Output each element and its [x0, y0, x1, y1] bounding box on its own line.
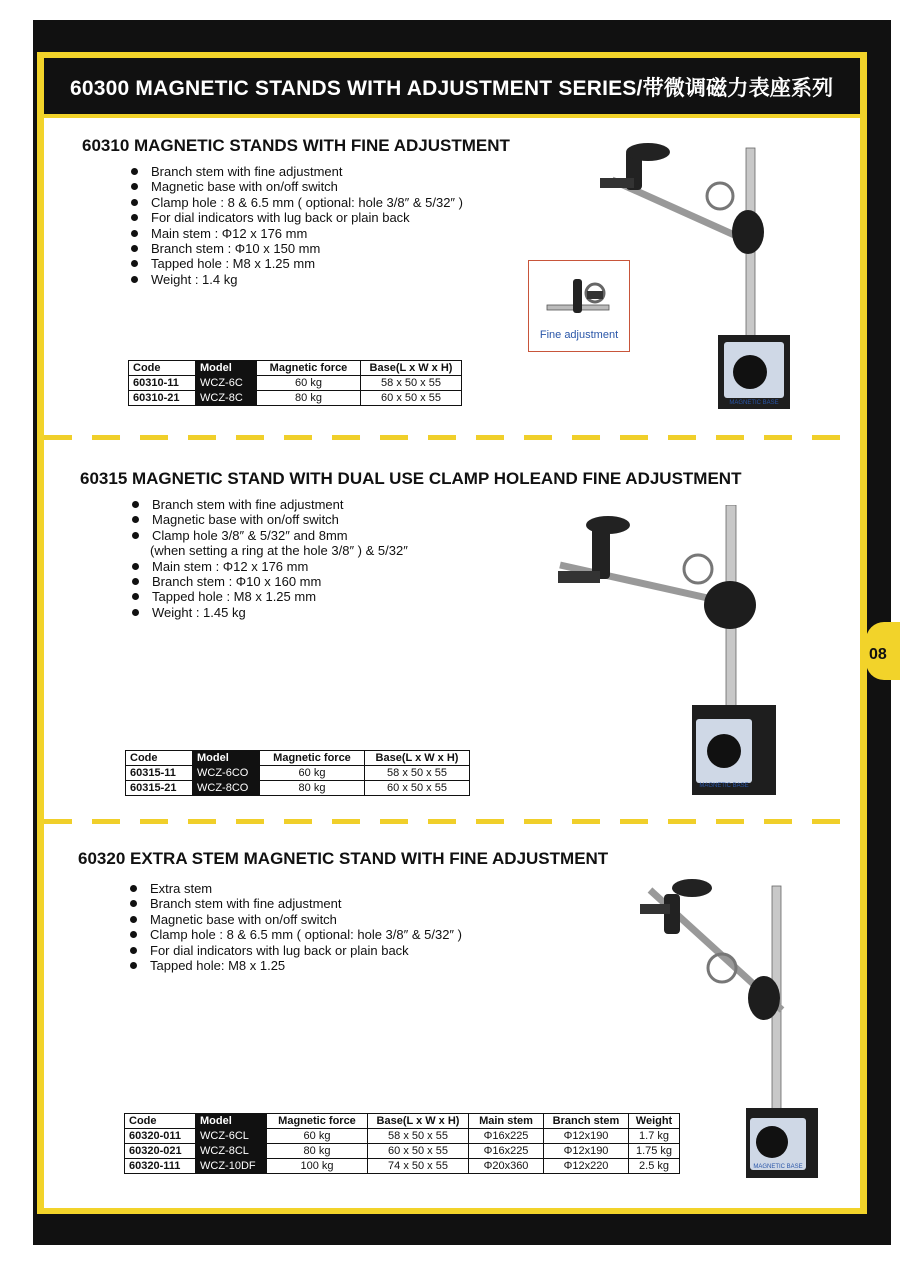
table-row — [125, 1144, 680, 1159]
cell-base: 58 x 50 x 55 — [368, 1129, 469, 1144]
cell-force: 100 kg — [267, 1159, 368, 1174]
cell-model: WCZ-8C — [196, 391, 257, 406]
feature-item: Magnetic base with on/off switch — [128, 912, 462, 927]
feature-item: Magnetic base with on/off switch — [129, 179, 463, 194]
feature-item: Clamp hole 3/8″ & 5/32″ and 8mm — [130, 528, 408, 543]
column-header: Code — [126, 751, 193, 766]
page-number: 08 — [869, 646, 887, 663]
cell-branch-stem: Φ12x190 — [544, 1129, 629, 1144]
feature-item: Branch stem with fine adjustment — [129, 164, 463, 179]
column-header: Base(L x W x H) — [368, 1114, 469, 1129]
column-header: Magnetic force — [257, 361, 361, 376]
feature-item: Branch stem : Φ10 x 150 mm — [129, 241, 463, 256]
feature-item: Branch stem with fine adjustment — [130, 497, 408, 512]
table-row — [125, 1159, 680, 1174]
base-label-60315: MAGNETIC BASE — [699, 783, 749, 789]
cell-force: 60 kg — [267, 1129, 368, 1144]
cell-model: WCZ-8CL — [196, 1144, 267, 1159]
cell-force: 60 kg — [257, 376, 361, 391]
table-row — [129, 391, 462, 406]
feature-list-60320 — [128, 881, 462, 973]
table-row — [129, 376, 462, 391]
cell-code: 60310-21 — [129, 391, 196, 406]
column-header: Model — [196, 1114, 267, 1129]
cell-model: WCZ-8CO — [193, 781, 260, 796]
cell-force: 60 kg — [260, 766, 365, 781]
cell-code: 60320-021 — [125, 1144, 196, 1159]
base-label-60320: MAGNETIC BASE — [753, 1164, 803, 1170]
feature-item: Weight : 1.4 kg — [129, 272, 463, 287]
cell-weight: 2.5 kg — [629, 1159, 680, 1174]
table-header — [129, 361, 462, 376]
column-header: Magnetic force — [260, 751, 365, 766]
section-title-60315: 60315 MAGNETIC STAND WITH DUAL USE CLAMP HOLEAND FINE ADJUSTMENT — [80, 469, 742, 488]
cell-code: 60320-111 — [125, 1159, 196, 1174]
spec-table-60320 — [124, 1113, 680, 1174]
feature-item: Branch stem with fine adjustment — [128, 896, 462, 911]
cell-main-stem: Φ16x225 — [469, 1144, 544, 1159]
feature-item: Tapped hole: M8 x 1.25 — [128, 958, 462, 973]
table-row — [125, 1129, 680, 1144]
cell-branch-stem: Φ12x220 — [544, 1159, 629, 1174]
feature-list-60310 — [129, 164, 463, 287]
cell-weight: 1.7 kg — [629, 1129, 680, 1144]
cell-force: 80 kg — [260, 781, 365, 796]
feature-item: For dial indicators with lug back or plain back — [129, 210, 463, 225]
cell-force: 80 kg — [267, 1144, 368, 1159]
feature-item: For dial indicators with lug back or plain back — [128, 943, 462, 958]
column-header: Branch stem — [544, 1114, 629, 1129]
column-header: Base(L x W x H) — [361, 361, 462, 376]
column-header: Model — [196, 361, 257, 376]
cell-main-stem: Φ16x225 — [469, 1129, 544, 1144]
column-header: Base(L x W x H) — [365, 751, 470, 766]
column-header: Main stem — [469, 1114, 544, 1129]
section-divider — [44, 435, 844, 440]
cell-base: 58 x 50 x 55 — [361, 376, 462, 391]
feature-item: Clamp hole : 8 & 6.5 mm ( optional: hole 3/8″ & 5/32″ ) — [128, 927, 462, 942]
feature-item: Clamp hole : 8 & 6.5 mm ( optional: hole 3/8″ & 5/32″ ) — [129, 195, 463, 210]
table-header — [126, 751, 470, 766]
cell-base: 60 x 50 x 55 — [368, 1144, 469, 1159]
cell-force: 80 kg — [257, 391, 361, 406]
column-header: Code — [125, 1114, 196, 1129]
cell-model: WCZ-6C — [196, 376, 257, 391]
column-header: Magnetic force — [267, 1114, 368, 1129]
cell-code: 60315-11 — [126, 766, 193, 781]
cell-code: 60320-011 — [125, 1129, 196, 1144]
section-divider — [44, 819, 844, 824]
feature-item-continuation: (when setting a ring at the hole 3/8″ ) & 5/32″ — [150, 543, 408, 559]
spec-table-60310 — [128, 360, 462, 406]
feature-item: Main stem : Φ12 x 176 mm — [130, 559, 408, 574]
section-title-60320: 60320 EXTRA STEM MAGNETIC STAND WITH FINE ADJUSTMENT — [78, 849, 609, 868]
column-header: Code — [129, 361, 196, 376]
cell-code: 60315-21 — [126, 781, 193, 796]
inset-caption: Fine adjustment — [539, 329, 619, 341]
spec-table-60315 — [125, 750, 470, 796]
cell-base: 60 x 50 x 55 — [365, 781, 470, 796]
page-title: 60300 MAGNETIC STANDS WITH ADJUSTMENT SERIES/带微调磁力表座系列 — [70, 77, 834, 100]
cell-base: 74 x 50 x 55 — [368, 1159, 469, 1174]
feature-list-60315 — [130, 497, 408, 620]
column-header: Weight — [629, 1114, 680, 1129]
cell-base: 58 x 50 x 55 — [365, 766, 470, 781]
cell-model: WCZ-6CL — [196, 1129, 267, 1144]
cell-base: 60 x 50 x 55 — [361, 391, 462, 406]
section-title-60310: 60310 MAGNETIC STANDS WITH FINE ADJUSTMENT — [82, 136, 510, 155]
feature-item: Main stem : Φ12 x 176 mm — [129, 226, 463, 241]
feature-item: Extra stem — [128, 881, 462, 896]
feature-item: Tapped hole : M8 x 1.25 mm — [129, 256, 463, 271]
magnetic-stand-photo-60310 — [590, 130, 800, 415]
table-row — [126, 766, 470, 781]
feature-item: Tapped hole : M8 x 1.25 mm — [130, 589, 408, 604]
cell-weight: 1.75 kg — [629, 1144, 680, 1159]
feature-item: Magnetic base with on/off switch — [130, 512, 408, 527]
base-label-60310: MAGNETIC BASE — [729, 400, 779, 406]
column-header: Model — [193, 751, 260, 766]
feature-item: Branch stem : Φ10 x 160 mm — [130, 574, 408, 589]
cell-branch-stem: Φ12x190 — [544, 1144, 629, 1159]
table-header — [125, 1114, 680, 1129]
cell-model: WCZ-10DF — [196, 1159, 267, 1174]
table-row — [126, 781, 470, 796]
cell-model: WCZ-6CO — [193, 766, 260, 781]
cell-code: 60310-11 — [129, 376, 196, 391]
feature-item: Weight : 1.45 kg — [130, 605, 408, 620]
cell-main-stem: Φ20x360 — [469, 1159, 544, 1174]
magnetic-stand-photo-60315 — [550, 505, 780, 800]
